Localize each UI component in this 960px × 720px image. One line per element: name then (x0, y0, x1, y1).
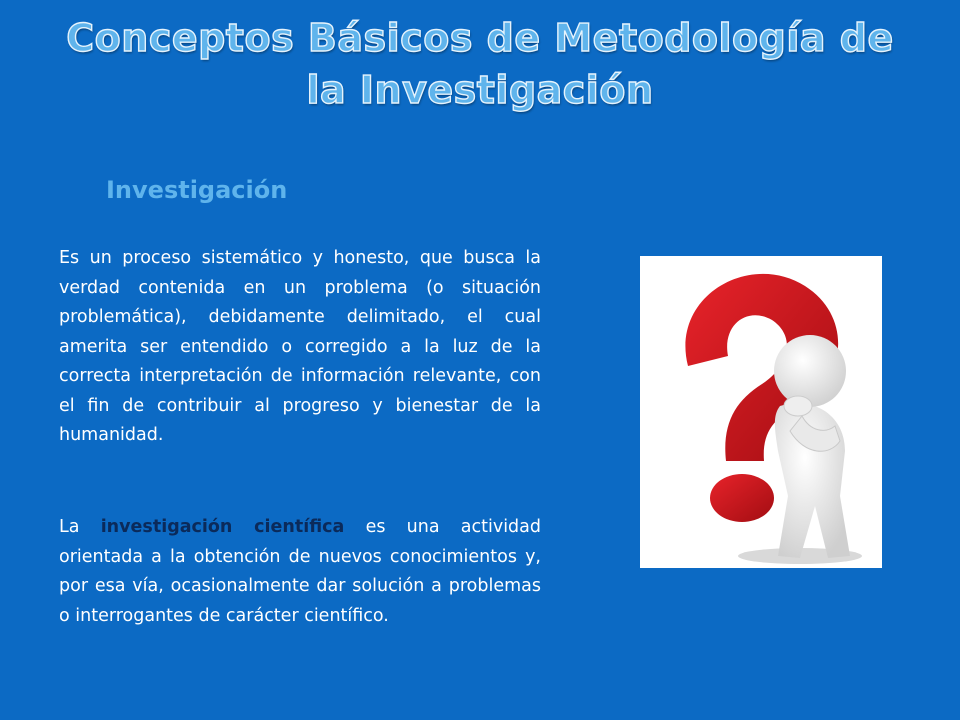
question-mark-dot (710, 474, 774, 522)
scientific-research-paragraph (59, 513, 541, 631)
question-mark-thinking-figure-icon (640, 256, 882, 568)
section-heading: Investigación (106, 176, 288, 204)
definition-paragraph: Es un proceso sistemático y honesto, que busca la verdad contenida en un problema (o situación problemática), debidamente delimitado, el cual amerita ser entendido o corregido a la luz de la correcta interpretación de información relevante, con el fin de contribuir al progreso y bienestar de la humanidad. (59, 248, 541, 445)
slide-title: Conceptos Básicos de Metodología de la Investigación (66, 16, 894, 112)
paragraph-lead-text: La (59, 517, 101, 537)
paragraph-rest-text: es una actividad orientada a la obtención de nuevos conocimientos y, por esa vía, ocasionalmente dar solución a problemas o interrogantes de carácter científico. (59, 517, 541, 626)
figure-body (775, 403, 850, 558)
highlighted-term: investigación científica (100, 517, 345, 537)
figure-head (774, 335, 846, 407)
question-mark-image (640, 256, 882, 568)
